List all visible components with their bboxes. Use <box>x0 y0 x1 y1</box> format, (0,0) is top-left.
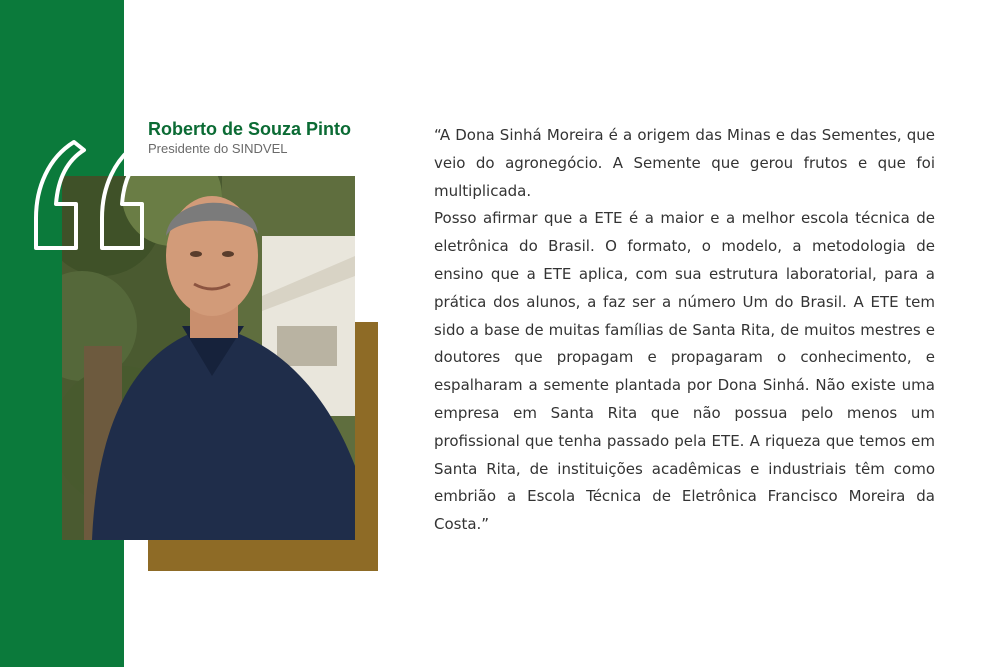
testimonial-quote <box>434 122 935 539</box>
speaker-info <box>148 118 351 158</box>
open-double-quote-icon <box>30 138 160 256</box>
speaker-role: Presidente do SINDVEL <box>148 141 288 156</box>
quote-paragraph-1: “A Dona Sinhá Moreira é a origem das Minas e das Sementes, que veio do agronegócio. A Semente que gerou frutos e que foi multiplicada. <box>434 126 935 200</box>
quote-paragraph-2: Posso afirmar que a ETE é a maior e a melhor escola técnica de eletrônica do Brasil. O formato, o modelo, a metodologia de ensino que a ETE aplica, com sua estrutura laboratorial, para a prática dos alunos, a faz ser a número Um do Brasil. A ETE tem sido a base de muitas famílias de Santa Rita, de muitos mestres e doutores que propagam e propagaram o conhecimento, e espalharam a semente plantada por Dona Sinhá. Não existe uma empresa em Santa Rita que não possua pelo menos um profissional que tenha passado pela ETE. A riqueza que temos em Santa Rita, de instituições acadêmicas e industriais têm como embrião a Escola Técnica de Eletrônica Francisco Moreira da Costa.” <box>434 209 935 534</box>
speaker-name: Roberto de Souza Pinto <box>148 119 352 139</box>
